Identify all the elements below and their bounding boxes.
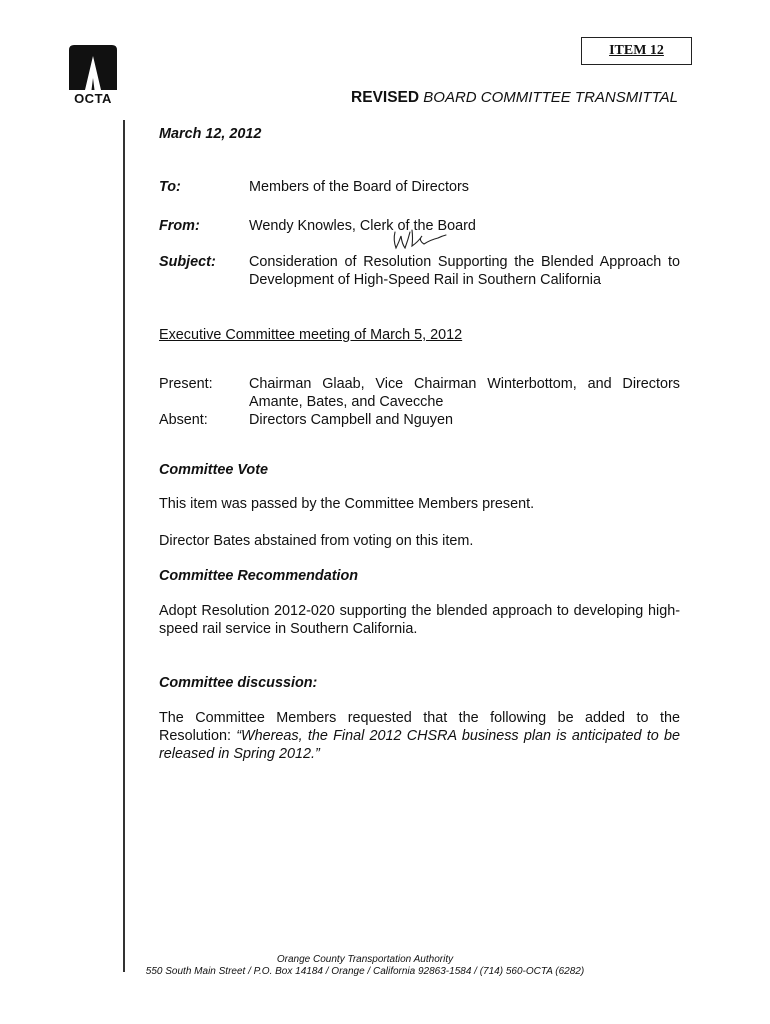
committee-vote-heading: Committee Vote — [159, 462, 269, 478]
memo-date: March 12, 2012 — [159, 126, 262, 142]
abstention-text: Director Bates abstained from voting on this item. — [159, 533, 474, 549]
absent-label: Absent: — [159, 412, 208, 428]
from-label: From: — [159, 218, 200, 234]
margin-rule — [123, 120, 125, 972]
present-label: Present: — [159, 376, 213, 392]
committee-recommendation-heading: Committee Recommendation — [159, 568, 359, 584]
discussion-intro: The Committee Members requested that the following be added to the Resolution: — [159, 710, 680, 744]
discussion-text — [159, 709, 680, 763]
item-number-box — [581, 37, 692, 65]
to-value: Members of the Board of Directors — [249, 179, 469, 195]
document-title — [300, 89, 678, 107]
subject-value: Consideration of Resolution Supporting the Blended Approach to Development of High-Speed Rail in Southern California — [249, 254, 680, 288]
meeting-title: Executive Committee meeting of March 5, 2012 — [159, 327, 463, 343]
subject-label: Subject: — [159, 254, 216, 270]
signature-initials — [390, 226, 448, 254]
discussion-quote: “Whereas, the Final 2012 CHSRA business plan is anticipated to be released in Spring 2012.” — [159, 728, 680, 762]
footer-organization: Orange County Transportation Authority — [276, 954, 454, 965]
to-label: To: — [159, 179, 181, 195]
absent-value: Directors Campbell and Nguyen — [249, 412, 453, 428]
transmittal-title: BOARD COMMITTEE TRANSMITTAL — [423, 89, 678, 106]
from-value: Wendy Knowles, Clerk of the Board — [249, 218, 476, 234]
present-value: Chairman Glaab, Vice Chairman Winterbottom, and Directors Amante, Bates, and Cavecche — [249, 376, 680, 410]
recommendation-text: Adopt Resolution 2012-020 supporting the blended approach to developing high-speed rail service in Southern California. — [159, 603, 680, 637]
item-number-label: ITEM 12 — [609, 43, 664, 58]
committee-vote-text: This item was passed by the Committee Members present. — [159, 496, 535, 512]
committee-discussion-heading: Committee discussion: — [159, 675, 318, 691]
footer-address: 550 South Main Street / P.O. Box 14184 / Orange / California 92863-1584 / (714) 560-OCTA (6282) — [145, 966, 585, 977]
revised-label: REVISED — [351, 89, 420, 106]
logo-text: OCTA — [74, 91, 112, 106]
